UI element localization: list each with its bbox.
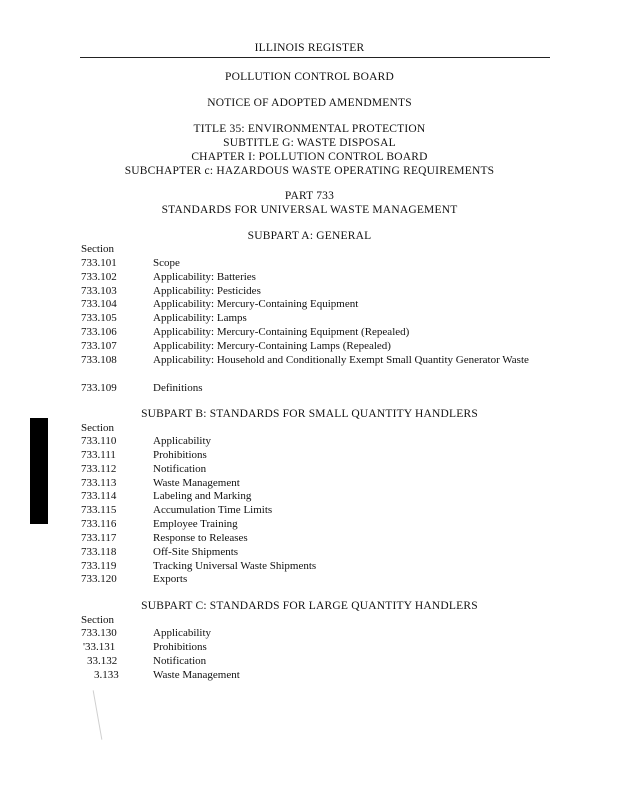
section-number: 733.120 (81, 573, 117, 585)
toc-row (81, 627, 541, 641)
section-title: Notification (153, 655, 207, 667)
section-number: 733.118 (81, 546, 117, 558)
section-title: Response to Releases (153, 532, 248, 544)
section-title: Waste Management (153, 477, 240, 489)
section-title: Applicability: Mercury-Containing Equipment (Repealed) (153, 326, 410, 338)
toc-row (81, 546, 541, 560)
section-label-a: Section (81, 243, 114, 255)
section-number: 733.109 (81, 382, 117, 394)
section-number: 733.119 (81, 560, 117, 572)
section-title: Applicability: Household and Conditionally Exempt Small Quantity Generator Waste (153, 354, 529, 366)
section-title: Definitions (153, 382, 203, 394)
toc-row (81, 271, 541, 285)
toc-row (81, 435, 541, 449)
section-number: 733.112 (81, 463, 117, 475)
section-number: 733.117 (81, 532, 117, 544)
subtitle-line: SUBTITLE G: WASTE DISPOSAL (223, 137, 396, 149)
toc-row (81, 532, 541, 546)
toc-row (81, 312, 541, 326)
section-number: 733.107 (81, 340, 117, 352)
register-header: ILLINOIS REGISTER (254, 42, 365, 54)
toc-row (81, 477, 541, 491)
section-title: Waste Management (153, 669, 240, 681)
section-title: Prohibitions (153, 641, 207, 653)
toc-row (81, 641, 541, 655)
part-title: STANDARDS FOR UNIVERSAL WASTE MANAGEMENT (161, 204, 458, 216)
section-title: Exports (153, 573, 188, 585)
toc-row (81, 655, 541, 669)
section-number: 733.108 (81, 354, 117, 366)
subchapter-line: SUBCHAPTER c: HAZARDOUS WASTE OPERATING REQUIREMENTS (124, 165, 495, 177)
toc-row (81, 490, 541, 504)
section-number: 3.133 (94, 669, 119, 681)
section-number: 733.130 (81, 627, 117, 639)
section-label-c: Section (81, 614, 114, 626)
section-number: 733.114 (81, 490, 117, 502)
part-number: PART 733 (284, 190, 335, 202)
section-number: 733.113 (81, 477, 117, 489)
section-title: Accumulation Time Limits (153, 504, 273, 516)
toc-row (81, 463, 541, 477)
toc-row (81, 518, 541, 532)
section-title: Prohibitions (153, 449, 207, 461)
section-title: Applicability: Pesticides (153, 285, 261, 297)
section-title: Notification (153, 463, 207, 475)
scan-black-bar (30, 418, 48, 524)
toc-row (81, 560, 541, 574)
toc-row (81, 326, 541, 340)
section-title: Off-Site Shipments (153, 546, 239, 558)
toc-row (81, 504, 541, 518)
section-number: 733.115 (81, 504, 117, 516)
section-title: Applicability: Batteries (153, 271, 256, 283)
notice-title: NOTICE OF ADOPTED AMENDMENTS (207, 97, 412, 109)
section-title: Applicability: Mercury-Containing Equipment (153, 298, 359, 310)
section-number: 33.132 (87, 655, 118, 667)
section-number: '33.131 (83, 641, 116, 653)
toc-row (81, 669, 541, 683)
section-number: 733.103 (81, 285, 117, 297)
section-label-b: Section (81, 422, 114, 434)
section-title: Applicability (153, 435, 212, 447)
toc-row (81, 257, 541, 271)
section-title: Scope (153, 257, 180, 269)
title-line: TITLE 35: ENVIRONMENTAL PROTECTION (193, 123, 426, 135)
toc-row (81, 382, 541, 396)
section-number: 733.104 (81, 298, 117, 310)
section-title: Employee Training (153, 518, 238, 530)
section-number: 733.101 (81, 257, 117, 269)
section-number: 733.116 (81, 518, 117, 530)
toc-row (81, 573, 541, 587)
subpart-b-title: SUBPART B: STANDARDS FOR SMALL QUANTITY HANDLERS (141, 408, 478, 420)
toc-row (81, 354, 541, 368)
chapter-line: CHAPTER I: POLLUTION CONTROL BOARD (191, 151, 428, 163)
toc-row (81, 340, 541, 354)
section-title: Applicability: Mercury-Containing Lamps (Repealed) (153, 340, 391, 352)
section-title: Applicability (153, 627, 212, 639)
section-number: 733.105 (81, 312, 117, 324)
header-rule (80, 57, 550, 58)
section-number: 733.102 (81, 271, 117, 283)
subpart-a-title: SUBPART A: GENERAL (247, 230, 372, 242)
scan-mark (93, 690, 103, 739)
subpart-c-title: SUBPART C: STANDARDS FOR LARGE QUANTITY HANDLERS (141, 600, 478, 612)
board-name: POLLUTION CONTROL BOARD (224, 71, 394, 83)
section-number: 733.106 (81, 326, 117, 338)
toc-row (81, 298, 541, 312)
toc-row (81, 449, 541, 463)
section-title: Applicability: Lamps (153, 312, 247, 324)
section-number: 733.111 (81, 449, 116, 461)
section-number: 733.110 (81, 435, 117, 447)
section-title: Tracking Universal Waste Shipments (153, 560, 317, 572)
toc-row (81, 285, 541, 299)
section-title: Labeling and Marking (153, 490, 252, 502)
